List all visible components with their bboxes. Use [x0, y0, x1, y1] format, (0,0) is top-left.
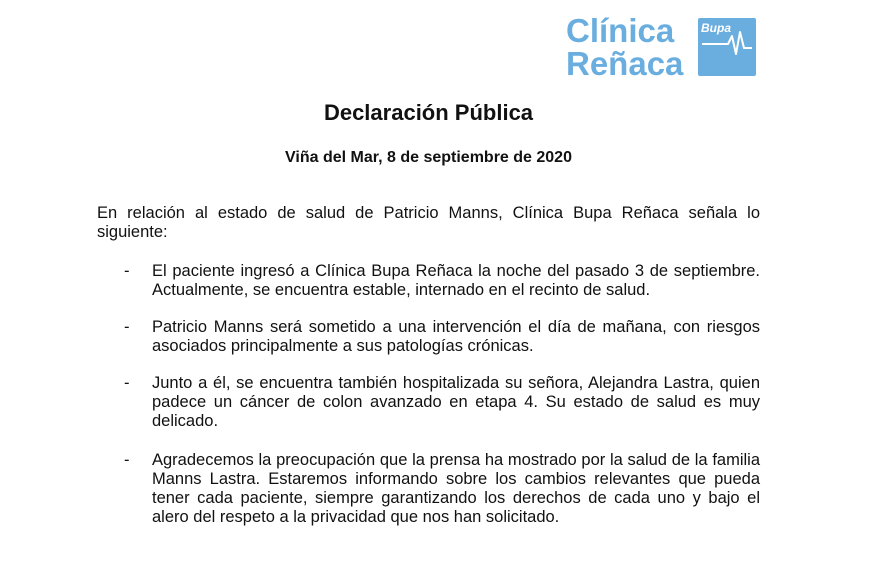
bullet-dash: - — [124, 374, 130, 392]
document-title: Declaración Pública — [323, 100, 534, 125]
statement-list — [97, 262, 760, 527]
list-item — [97, 318, 760, 356]
logo-wordmark — [566, 14, 683, 80]
bullet-dash: - — [124, 451, 130, 469]
bullet-dash: - — [124, 318, 130, 336]
logo-line-1: Clínica — [566, 12, 675, 49]
dateline: Viña del Mar, 8 de septiembre de 2020 — [285, 149, 572, 166]
clinic-logo — [566, 14, 766, 82]
list-item-text: Patricio Manns será sometido a una intervención el día de mañana, con riesgos asociados principalmente a sus patologías crónicas. — [152, 318, 760, 355]
list-item-text: El paciente ingresó a Clínica Bupa Reñaca la noche del pasado 3 de septiembre. Actualmente, se encuentra estable, internado en el recinto de salud. — [152, 262, 760, 299]
bullet-dash: - — [124, 262, 130, 280]
list-item — [97, 451, 760, 527]
logo-line-2: Reñaca — [566, 45, 684, 82]
list-item — [97, 262, 760, 300]
list-item-text: Agradecemos la preocupación que la prensa ha mostrado por la salud de la familia Manns Lastra. Estaremos informando sobre los cambios relevantes que pueda tener cada paciente, siempre garantizando los derechos de cada uno y bajo el alero del respeto a la privacidad que nos han solicitado. — [152, 451, 760, 526]
intro-paragraph: En relación al estado de salud de Patricio Manns, Clínica Bupa Reñaca señala lo siguiente: — [97, 204, 760, 241]
list-item — [97, 374, 760, 431]
bupa-badge-text: Bupa — [701, 21, 731, 35]
heartbeat-icon — [698, 18, 756, 76]
bupa-badge — [698, 18, 756, 76]
list-item-text: Junto a él, se encuentra también hospitalizada su señora, Alejandra Lastra, quien padece un cáncer de colon avanzado en etapa 4. Su estado de salud es muy delicado. — [152, 374, 760, 430]
